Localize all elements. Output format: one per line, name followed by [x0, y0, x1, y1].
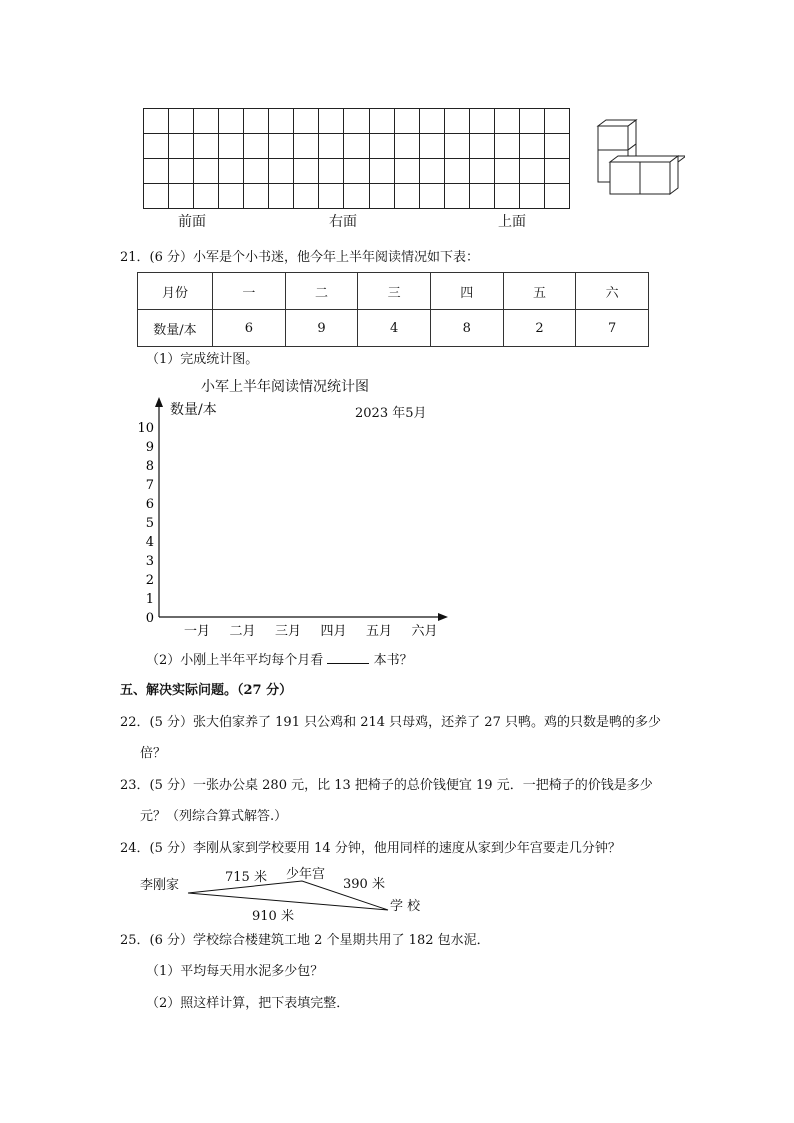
grid-cell — [395, 134, 420, 159]
table-row — [138, 310, 649, 347]
row-header-count: 数量/本 — [138, 310, 213, 347]
grid-cell — [319, 184, 344, 209]
grid-cell — [169, 134, 194, 159]
reading-table — [137, 272, 649, 347]
table-cell: 二 — [285, 273, 358, 310]
grid-cell — [495, 109, 520, 134]
grid-cell — [470, 159, 495, 184]
q21-part2 — [146, 651, 413, 670]
answer-blank[interactable] — [327, 651, 369, 664]
grid-cell — [520, 109, 545, 134]
view-drawing-grid — [143, 108, 570, 209]
grid-cell — [495, 159, 520, 184]
grid-cell — [269, 159, 294, 184]
q21-part2-prefix: （2）小刚上半年平均每个月看 — [146, 653, 324, 668]
y-tick-label: 9 — [145, 440, 154, 455]
grid-cell — [445, 109, 470, 134]
grid-cell — [219, 159, 244, 184]
grid-cell — [244, 159, 269, 184]
grid-cell — [194, 134, 219, 159]
grid-cell — [420, 134, 445, 159]
table-cell: 六 — [576, 273, 649, 310]
x-tick-label: 五月 — [365, 624, 393, 639]
cube-figure — [590, 118, 685, 200]
x-tick-label: 一月 — [183, 624, 211, 639]
right-view-label: 右面 — [329, 214, 357, 230]
q23-line1: 23．(5 分）一张办公桌 280 元，比 13 把椅子的总价钱便宜 19 元．一把椅子的价钱是多少 — [120, 778, 653, 793]
grid-cell — [370, 159, 395, 184]
grid-cell — [470, 184, 495, 209]
grid-cell — [545, 109, 570, 134]
grid-cell — [370, 184, 395, 209]
table-row — [138, 273, 649, 310]
q21-part2-suffix: 本书？ — [373, 653, 413, 668]
table-cell: 9 — [285, 310, 358, 347]
q25-stem: 25．(6 分）学校综合楼建筑工地 2 个星期共用了 182 包水泥． — [120, 933, 490, 948]
grid-cell — [194, 184, 219, 209]
grid-cell — [495, 134, 520, 159]
grid-cell — [344, 159, 369, 184]
grid-cell — [244, 184, 269, 209]
x-tick-label: 二月 — [229, 624, 256, 639]
x-axis-arrow — [438, 613, 448, 621]
y-tick-label: 2 — [145, 573, 154, 588]
grid-cell — [169, 184, 194, 209]
y-tick-label: 8 — [145, 459, 154, 474]
grid-cell — [144, 134, 169, 159]
distance-palace-school: 390 米 — [343, 877, 385, 892]
table-cell: 四 — [430, 273, 503, 310]
y-tick-label: 10 — [137, 421, 154, 436]
chart-title: 小军上半年阅读情况统计图 — [201, 379, 369, 395]
grid-cell — [244, 109, 269, 134]
grid-cell — [169, 159, 194, 184]
label-school: 学 校 — [390, 899, 421, 914]
grid-cell — [344, 184, 369, 209]
grid-cell — [495, 184, 520, 209]
q25-part1: （1）平均每天用水泥多少包？ — [146, 964, 324, 979]
grid-cell — [269, 109, 294, 134]
y-tick-label: 4 — [145, 535, 154, 550]
grid-cell — [520, 184, 545, 209]
grid-cell — [194, 109, 219, 134]
y-tick-label: 3 — [145, 554, 154, 569]
x-tick-label: 六月 — [411, 624, 438, 639]
q22-line2: 倍？ — [140, 746, 167, 761]
y-tick-label: 1 — [145, 592, 154, 607]
grid-cell — [520, 134, 545, 159]
reading-chart — [120, 395, 460, 645]
grid-cell — [395, 109, 420, 134]
grid-cell — [269, 134, 294, 159]
q21-stem: 21．(6 分）小军是个小书迷，他今年上半年阅读情况如下表： — [120, 250, 480, 265]
grid-cell — [219, 134, 244, 159]
table-cell: 2 — [503, 310, 576, 347]
y-tick-label: 7 — [145, 478, 154, 493]
x-tick-label: 三月 — [274, 624, 302, 639]
grid-cell — [344, 109, 369, 134]
grid-cell — [420, 109, 445, 134]
grid-cell — [545, 184, 570, 209]
grid-cell — [319, 159, 344, 184]
grid-cell — [294, 134, 319, 159]
grid-cell — [294, 109, 319, 134]
label-home: 李刚家 — [140, 878, 180, 893]
distance-home-school: 910 米 — [252, 909, 294, 924]
grid-cell — [470, 109, 495, 134]
x-tick-label: 四月 — [320, 624, 347, 639]
table-cell: 6 — [213, 310, 286, 347]
grid-cell — [545, 134, 570, 159]
grid-cell — [420, 184, 445, 209]
table-cell: 三 — [358, 273, 431, 310]
table-cell: 7 — [576, 310, 649, 347]
grid-cell — [520, 159, 545, 184]
grid-cell — [344, 134, 369, 159]
grid-cell — [445, 184, 470, 209]
table-cell: 8 — [430, 310, 503, 347]
grid-cell — [294, 159, 319, 184]
grid-cell — [144, 184, 169, 209]
grid-cell — [545, 159, 570, 184]
grid-cell — [244, 134, 269, 159]
y-tick-label: 0 — [145, 611, 154, 626]
y-tick-label: 5 — [145, 516, 154, 531]
section-5-heading: 五、解决实际问题。（27 分） — [120, 683, 293, 698]
grid-cell — [445, 134, 470, 159]
q22-line1: 22．(5 分）张大伯家养了 191 只公鸡和 214 只母鸡，还养了 27 只鸭。鸡的只数是鸭的多少 — [120, 715, 661, 730]
grid-cell — [420, 159, 445, 184]
front-view-label: 前面 — [178, 214, 206, 230]
table-cell: 一 — [213, 273, 286, 310]
table-cell: 4 — [358, 310, 431, 347]
grid-cell — [470, 134, 495, 159]
grid-cell — [144, 109, 169, 134]
grid-cell — [194, 159, 219, 184]
q21-part1: （1）完成统计图。 — [146, 352, 259, 367]
grid-cell — [319, 109, 344, 134]
grid-cell — [445, 159, 470, 184]
grid-cell — [294, 184, 319, 209]
label-palace: 少年宫 — [286, 867, 326, 882]
grid-cell — [319, 134, 344, 159]
y-tick-label: 6 — [145, 497, 154, 512]
q23-line2: 元？（列综合算式解答.） — [140, 809, 288, 824]
grid-cell — [269, 184, 294, 209]
grid-cell — [395, 184, 420, 209]
grid-cell — [219, 184, 244, 209]
top-view-label: 上面 — [498, 214, 526, 230]
row-header-month: 月份 — [138, 273, 213, 310]
grid-cell — [219, 109, 244, 134]
grid-cell — [169, 109, 194, 134]
q24-stem: 24．(5 分）李刚从家到学校要用 14 分钟，他用同样的速度从家到少年宫要走几分钟？ — [120, 841, 621, 856]
y-axis-arrow — [155, 397, 163, 407]
grid-cell — [370, 134, 395, 159]
distance-home-palace: 715 米 — [225, 870, 267, 885]
grid-cell — [144, 159, 169, 184]
chart-ylabel: 数量/本 — [170, 402, 217, 418]
q25-part2: （2）照这样计算，把下表填完整． — [146, 996, 350, 1011]
grid-cell — [370, 109, 395, 134]
grid-cell — [395, 159, 420, 184]
table-cell: 五 — [503, 273, 576, 310]
chart-date: 2023 年5月 — [355, 406, 427, 421]
